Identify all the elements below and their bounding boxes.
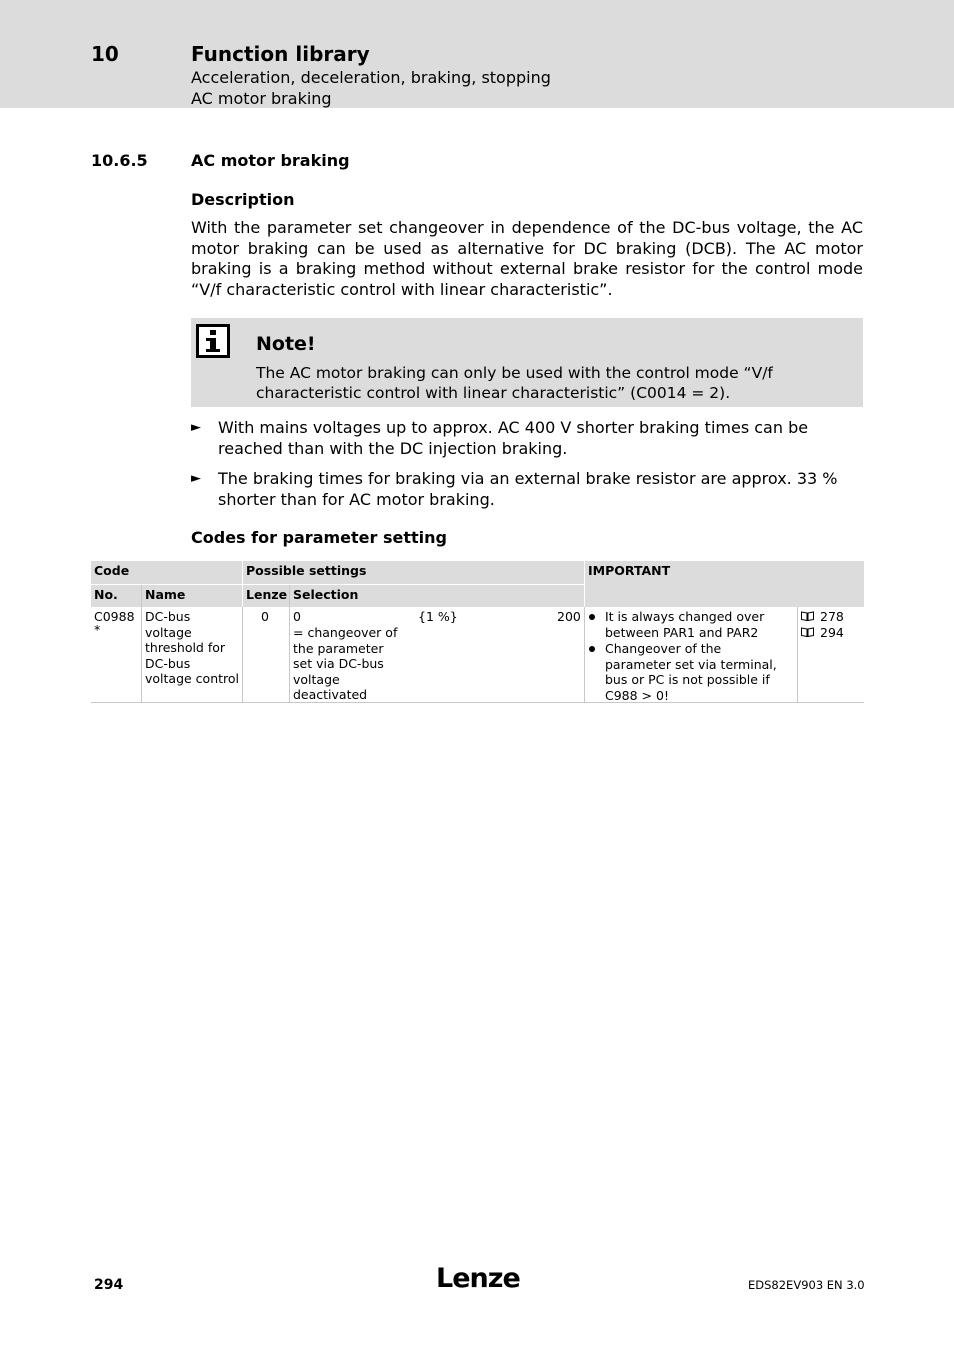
chapter-subtitle: Acceleration, deceleration, braking, stopping	[191, 68, 551, 87]
header-code: Code	[91, 561, 242, 584]
lenze-logo: Lenze	[436, 1263, 520, 1294]
arrow-bullet-icon: ►	[191, 420, 201, 435]
selection-description: = changeover of the parameter set via DC-bus voltage deactivated	[293, 625, 398, 702]
section-number: 10.6.5	[91, 151, 148, 170]
list-item-text: With mains voltages up to approx. AC 400 V shorter braking times can be reached than with the DC injection braking.	[218, 418, 809, 458]
codes-heading: Codes for parameter setting	[191, 528, 447, 547]
page-reference-number: 294	[820, 625, 844, 640]
description-text: With the parameter set changeover in dependence of the DC-bus voltage, the AC motor braking can be used as alternative for DC braking (DCB). The AC motor braking is a braking method without external brake resistor for the control mode “V/f characteristic control with linear characteristic”.	[191, 218, 863, 299]
code-name: DC-bus voltage threshold for DC-bus voltage control	[145, 609, 240, 686]
code-mark: *	[94, 622, 101, 637]
divider	[91, 584, 585, 585]
selection-value: 0	[293, 609, 301, 624]
page-reference-number: 278	[820, 609, 844, 624]
divider	[289, 585, 290, 702]
important-note: It is always changed over between PAR1 and PAR2	[605, 609, 765, 640]
divider	[797, 607, 798, 702]
chapter-number: 10	[91, 42, 119, 66]
page-reference[interactable]	[801, 609, 844, 625]
document-id: EDS82EV903 EN 3.0	[748, 1278, 865, 1292]
page-reference[interactable]	[801, 625, 844, 641]
selection-max: 200	[557, 609, 581, 624]
description-heading: Description	[191, 190, 295, 209]
chapter-title: Function library	[191, 42, 370, 66]
note-title: Note!	[256, 333, 316, 355]
selection-step: {1 %}	[418, 609, 458, 624]
info-icon	[196, 324, 230, 358]
header-lenze: Lenze	[243, 585, 289, 607]
header-no: No.	[91, 585, 141, 607]
arrow-bullet-icon: ►	[191, 471, 201, 486]
header-possible-settings: Possible settings	[243, 561, 584, 584]
important-note: Changeover of the parameter set via terminal, bus or PC is not possible if C988 > 0!	[605, 641, 777, 703]
header-name: Name	[142, 585, 242, 607]
header-selection: Selection	[290, 585, 584, 607]
page-number: 294	[94, 1277, 124, 1293]
divider	[141, 585, 142, 702]
note-text: The AC motor braking can only be used with the control mode “V/f characteristic control with linear characteristic” (C0014 = 2).	[256, 364, 773, 402]
bullet-dot-icon	[589, 646, 595, 652]
divider	[584, 607, 585, 702]
note-box	[191, 318, 863, 407]
code-number: C0988	[94, 609, 135, 624]
lenze-default: 0	[261, 609, 269, 624]
header-band	[0, 0, 954, 108]
book-icon	[801, 609, 814, 618]
bullet-dot-icon	[589, 614, 595, 620]
book-icon	[801, 625, 814, 634]
divider	[242, 607, 243, 702]
chapter-subtitle-2: AC motor braking	[191, 89, 332, 108]
header-important: IMPORTANT	[585, 561, 864, 607]
section-title: AC motor braking	[191, 151, 350, 170]
list-item-text: The braking times for braking via an external brake resistor are approx. 33 % shorter than for AC motor braking.	[218, 469, 838, 509]
